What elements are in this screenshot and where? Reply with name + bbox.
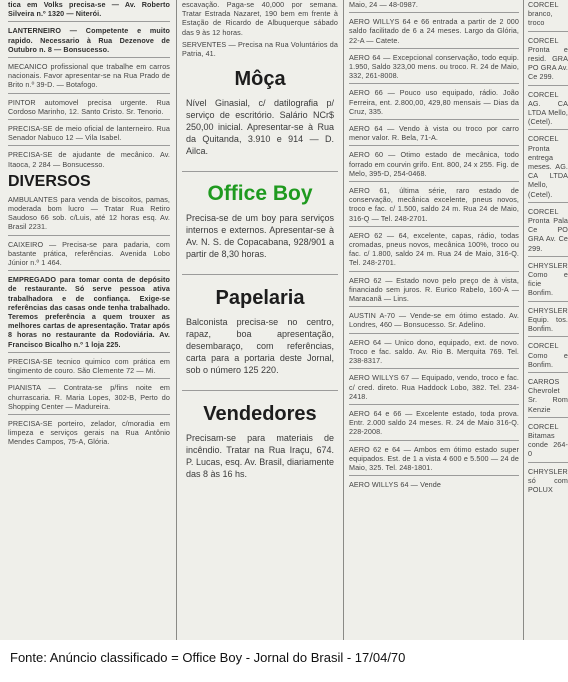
divider bbox=[8, 270, 170, 271]
column-3 bbox=[349, 0, 519, 640]
classified-ad: CORCEL branco, troco bbox=[528, 0, 559, 28]
divider bbox=[349, 368, 519, 369]
classified-ad: PINTOR automovel precisa urgente. Rua Cordoso Marinho, 12. Santo Cristo. Sr. Tenorio. bbox=[8, 97, 170, 116]
ad-block-office-boy bbox=[182, 182, 338, 260]
classified-ad: escavação. Paga-se 40,000 por semana. Tratar Estrada Nazaret, 190 bem em frente à Estação de Ricardo de Albuquerque sábado das 9 às 12 horas. bbox=[182, 0, 338, 37]
classified-ad: AERO 60 — Otimo estado de mecânica, todo forrado em courvin grifo. Ent. 800, 24 x 255. Fig. de Melo, 395-D, 254-0468. bbox=[349, 150, 519, 178]
classified-ad: AERO 62 e 64 — Ambos em ótimo estado super equipados. Est. de 1 a vista 4 600 e 5.500 — 24 de Maio, 325. Tel. 248-1801. bbox=[349, 444, 519, 472]
classified-ad: AERO 64 — Unico dono, equipado, ext. de novo. Troco e fac. saldo. Av. Rio B. Merquita 769. Tel. 238-8317. bbox=[349, 337, 519, 366]
classified-ad: LANTERNEIRO — Competente e muito rapido. Necessario à Rua Dezenove de Outubro n. 8 — Bonsucesso. bbox=[8, 26, 170, 54]
ad-title-papelaria: Papelaria bbox=[215, 287, 305, 310]
divider bbox=[349, 226, 519, 227]
column-rule bbox=[523, 0, 524, 640]
classified-ad: PRECISA-SE tecnico quimico com prática em tingimento de couro. São Clemente 72 — Mi. bbox=[8, 356, 170, 376]
column-3-ads bbox=[349, 0, 519, 489]
classified-ad: AERO 64 — Excepcional conservação, todo equip. 1.950, Saldo 323,00 mens. ou troco. R. 24 de Maio, 332, 261-8008. bbox=[349, 52, 519, 81]
divider bbox=[182, 390, 338, 391]
ad-body-office-boy: Precisa-se de um boy para serviços internos e externos. Apresentar-se à Av. N. S. de Copacabana, 928/901 a partir de 8,30 horas. bbox=[186, 213, 334, 260]
classified-ad: SERVENTES — Precisa na Rua Voluntários da Patria, 41. bbox=[182, 39, 338, 59]
classified-ad: AERO WILLYS 64 — Vende bbox=[349, 480, 441, 490]
classified-ad: AERO 64 e 66 — Excelente estado, toda prova. Entr. 2.000 saldo 24 meses. R. 24 de Maio 316-Q. 228-2008. bbox=[349, 408, 519, 437]
ad-body-moca: Nível Ginasial, c/ datilografia p/ serviço de escritório. Salário NCr$ 250,00 inicial. Apresentar-se à Rua da Quitanda, 3.910 e 914 — D. Ailca. bbox=[186, 98, 334, 157]
classified-ad: PRECISA-SE porteiro, zelador, c/moradia em limpeza e serviços gerais na Rua Antônio Mendes Campos, 75-A, Glória. bbox=[8, 418, 170, 447]
section-title-diversos: DIVERSOS bbox=[8, 172, 91, 190]
column-1-diversos-ads bbox=[8, 195, 170, 447]
divider bbox=[349, 333, 519, 334]
classified-ad: PRECISA-SE de ajudante de mecânico. Av. Itaoca, 2 284 — Bonsucesso. bbox=[8, 150, 170, 169]
divider bbox=[528, 256, 568, 257]
divider bbox=[528, 129, 568, 130]
classified-ad: PIANISTA — Contrata-se p/fins noite em churrascaria. R. Maria Lopes, 302-B, Perto do Shopping Center — Madureira. bbox=[8, 383, 170, 411]
divider bbox=[528, 372, 568, 373]
column-2 bbox=[182, 0, 338, 640]
classified-ad: CHRYSLER só com POLUX bbox=[528, 466, 568, 494]
classified-ad: AERO 61, última série, raro estado de conservação, mecânica excelente, pneus novos, troco e fac. c/ 1.500, saldo 24 m. Rua 24 de Maio, 316-Q — Tel. 248-2701. bbox=[349, 186, 519, 223]
classified-ad: CORCEL Pronta entrega meses. AG. CA LTDA Mello, (Cetel). bbox=[528, 134, 568, 199]
classified-ad: CORCEL AG. CA LTDA Mello, (Cetel). bbox=[528, 89, 568, 127]
divider bbox=[349, 83, 519, 84]
divider bbox=[349, 181, 519, 182]
classified-ad: AERO 66 — Pouco uso equipado, rádio. João Ferreira, ent. 2.800,00, 429,80 mensais — Dias da Cruz, 335. bbox=[349, 88, 519, 116]
ad-body-vendedores: Precisam-se para materiais de incêndio. Tratar na Rua Iraçu, 674. P. Lucas, esq. Av. Brasil, diariamente das 8 às 16 hs. bbox=[186, 433, 334, 480]
divider bbox=[8, 93, 170, 94]
divider bbox=[8, 414, 170, 415]
ad-block-moca bbox=[182, 68, 338, 157]
classified-ad: CORCEL Pronta e resid. GRA PO GRA Av. Ce 299. bbox=[528, 35, 568, 82]
classified-ad: AERO 64 — Vendo à vista ou troco por carro menor valor. R. Bela, 71-A. bbox=[349, 124, 519, 143]
ad-title-office-boy: Office Boy bbox=[207, 182, 313, 206]
divider bbox=[528, 336, 568, 337]
divider bbox=[528, 85, 568, 86]
divider bbox=[8, 378, 170, 379]
column-4 bbox=[528, 0, 568, 640]
classified-ad: MECANICO profissional que trabalhe em carros nacionais. Favor apresentar-se na Rua Prado de Brito n.º 39-D. — Botafogo. bbox=[8, 62, 170, 90]
divider bbox=[349, 306, 519, 307]
source-caption: Fonte: Anúncio classificado = Office Boy - Jornal do Brasil - 17/04/70 bbox=[10, 650, 406, 665]
ad-title-moca: Môça bbox=[234, 68, 286, 91]
divider bbox=[8, 21, 170, 22]
divider bbox=[349, 145, 519, 146]
divider bbox=[349, 440, 519, 441]
divider bbox=[182, 274, 338, 275]
column-1 bbox=[8, 0, 170, 640]
ad-block-vendedores bbox=[182, 403, 338, 480]
column-rule bbox=[176, 0, 177, 640]
column-rule bbox=[343, 0, 344, 640]
classified-ad: AERO WILLYS 64 e 66 entrada a partir de 2 000 saldo facilitado de 6 a 24 meses. Largo da Glória, 22-A — Catete. bbox=[349, 17, 519, 45]
divider bbox=[349, 119, 519, 120]
divider bbox=[349, 475, 519, 476]
divider bbox=[349, 271, 519, 272]
divider bbox=[528, 301, 568, 302]
divider bbox=[182, 171, 338, 172]
ad-title-vendedores: Vendedores bbox=[203, 403, 317, 426]
ad-block-papelaria bbox=[182, 287, 338, 376]
divider bbox=[349, 48, 519, 49]
divider bbox=[528, 462, 568, 463]
divider bbox=[528, 202, 568, 203]
divider bbox=[528, 417, 568, 418]
divider bbox=[8, 352, 170, 353]
classified-ad: AMBULANTES para venda de biscoitos, pamas, moderada bom lucro — Tratar Rua Retiro Saudoso 66 sob. c/Luis, até 12 horas esq. Av. Brasil 2231. bbox=[8, 194, 170, 232]
classified-ad: AERO WILLYS 67 — Equipado, vendo, troco e fac. c/ cred. direto. Rua Haddock Lobo, 382. Tel. 234-2418. bbox=[349, 373, 519, 401]
classified-ad: AUSTIN A-70 — Vende-se em ótimo estado. Av. Londres, 460 — Bonsucesso. Sr. Adelino. bbox=[349, 311, 519, 330]
classified-ad: CORCEL Como e Bonfim. bbox=[528, 341, 568, 369]
classified-ad: CARROS Chevrolet Sr. Rom Kenzie bbox=[528, 376, 568, 414]
divider bbox=[8, 119, 170, 120]
classified-ad: CORCEL Bitamas conde 264-0 bbox=[528, 421, 568, 459]
divider bbox=[8, 145, 170, 146]
ad-body-papelaria: Balconista precisa-se no centro, rapaz, boa apresentação, desembaraço, com referências, carta para a portaria deste Jornal, sob o número 125 220. bbox=[186, 317, 334, 376]
column-4-ads bbox=[528, 0, 568, 494]
classified-ad: PRECISA-SE de meio oficial de lanterneiro. Rua Senador Nabuco 12 — Vila Isabel. bbox=[8, 124, 170, 143]
divider bbox=[8, 235, 170, 236]
classified-ad: CHRYSLER Como e ficie Bonfim. bbox=[528, 260, 568, 298]
classified-ad: tica em Volks precisa-se — Av. Roberto Silveira n.º 1320 — Niterói. bbox=[8, 0, 170, 19]
classified-ad: CAIXEIRO — Precisa-se para padaria, com bastante prática, referências. Avenida Lobo Júnior n.º 1 464. bbox=[8, 239, 170, 268]
divider bbox=[528, 31, 568, 32]
classified-ad: CHRYSLER Equip. tos. Bonfim. bbox=[528, 305, 568, 334]
divider bbox=[349, 12, 519, 13]
column-1-top-ads bbox=[8, 0, 170, 169]
divider bbox=[8, 57, 170, 58]
classified-ad: Maio, 24 — 48-0987. bbox=[349, 0, 419, 9]
classified-ad: CORCEL Pronta Pala Ce PO GRA Av. Ce 299. bbox=[528, 206, 568, 253]
divider bbox=[349, 404, 519, 405]
classified-ad: EMPREGADO para tomar conta de depósito de restaurante. Só serve pessoa ativa trabalhadora e de confiança. Exige-se referências das casas onde tenha trabalhado. Teremos preferência a quem trouxer as melhores cartas de apresentação. Tratar após 8 horas no restaurante da Rodoviária. Av. Francisco Bicalho n.º 1 loja 225. bbox=[8, 275, 170, 349]
classified-ad: AERO 62 — Estado novo pelo preço de à vista, financiado sem juros. R. Eurico Rabelo, 160-A — Maracanã — Lins. bbox=[349, 275, 519, 304]
classified-ad: AERO 62 — 64, excelente, capas, rádio, todas cromadas, pneus novos, mecânica 100%, troco ou fac. c/ 1.800, saldo 24 m. Rua 24 de Maio, 316-Q. Tel. 248-2701. bbox=[349, 230, 519, 268]
